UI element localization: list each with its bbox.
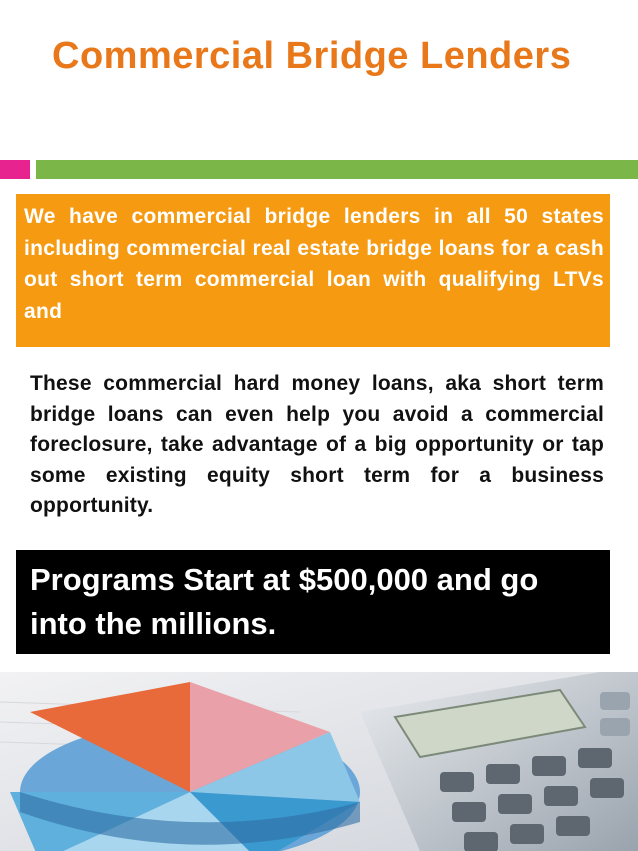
highlight-box: [16, 550, 610, 654]
body-text: These commercial hard money loans, aka short term bridge loans can even help you avoid a commercial foreclosure, take advantage of a big opportunity or tap some existing equity short term for a business opportunity.: [30, 372, 604, 517]
intro-text: We have commercial bridge lenders in all 50 states including commercial real estate bridge loans for a cash out short term commercial loan with qualifying LTVs and: [24, 205, 604, 323]
finance-photo: [0, 672, 638, 851]
highlight-text: Programs Start at $500,000 and go into the millions.: [30, 562, 539, 641]
finance-illustration: [0, 672, 638, 851]
accent-bar-green: [36, 160, 638, 179]
intro-box: [16, 194, 610, 347]
accent-bar-pink: [0, 160, 30, 179]
page-title: Commercial Bridge Lenders: [52, 35, 572, 77]
body-text-block: [30, 369, 604, 554]
